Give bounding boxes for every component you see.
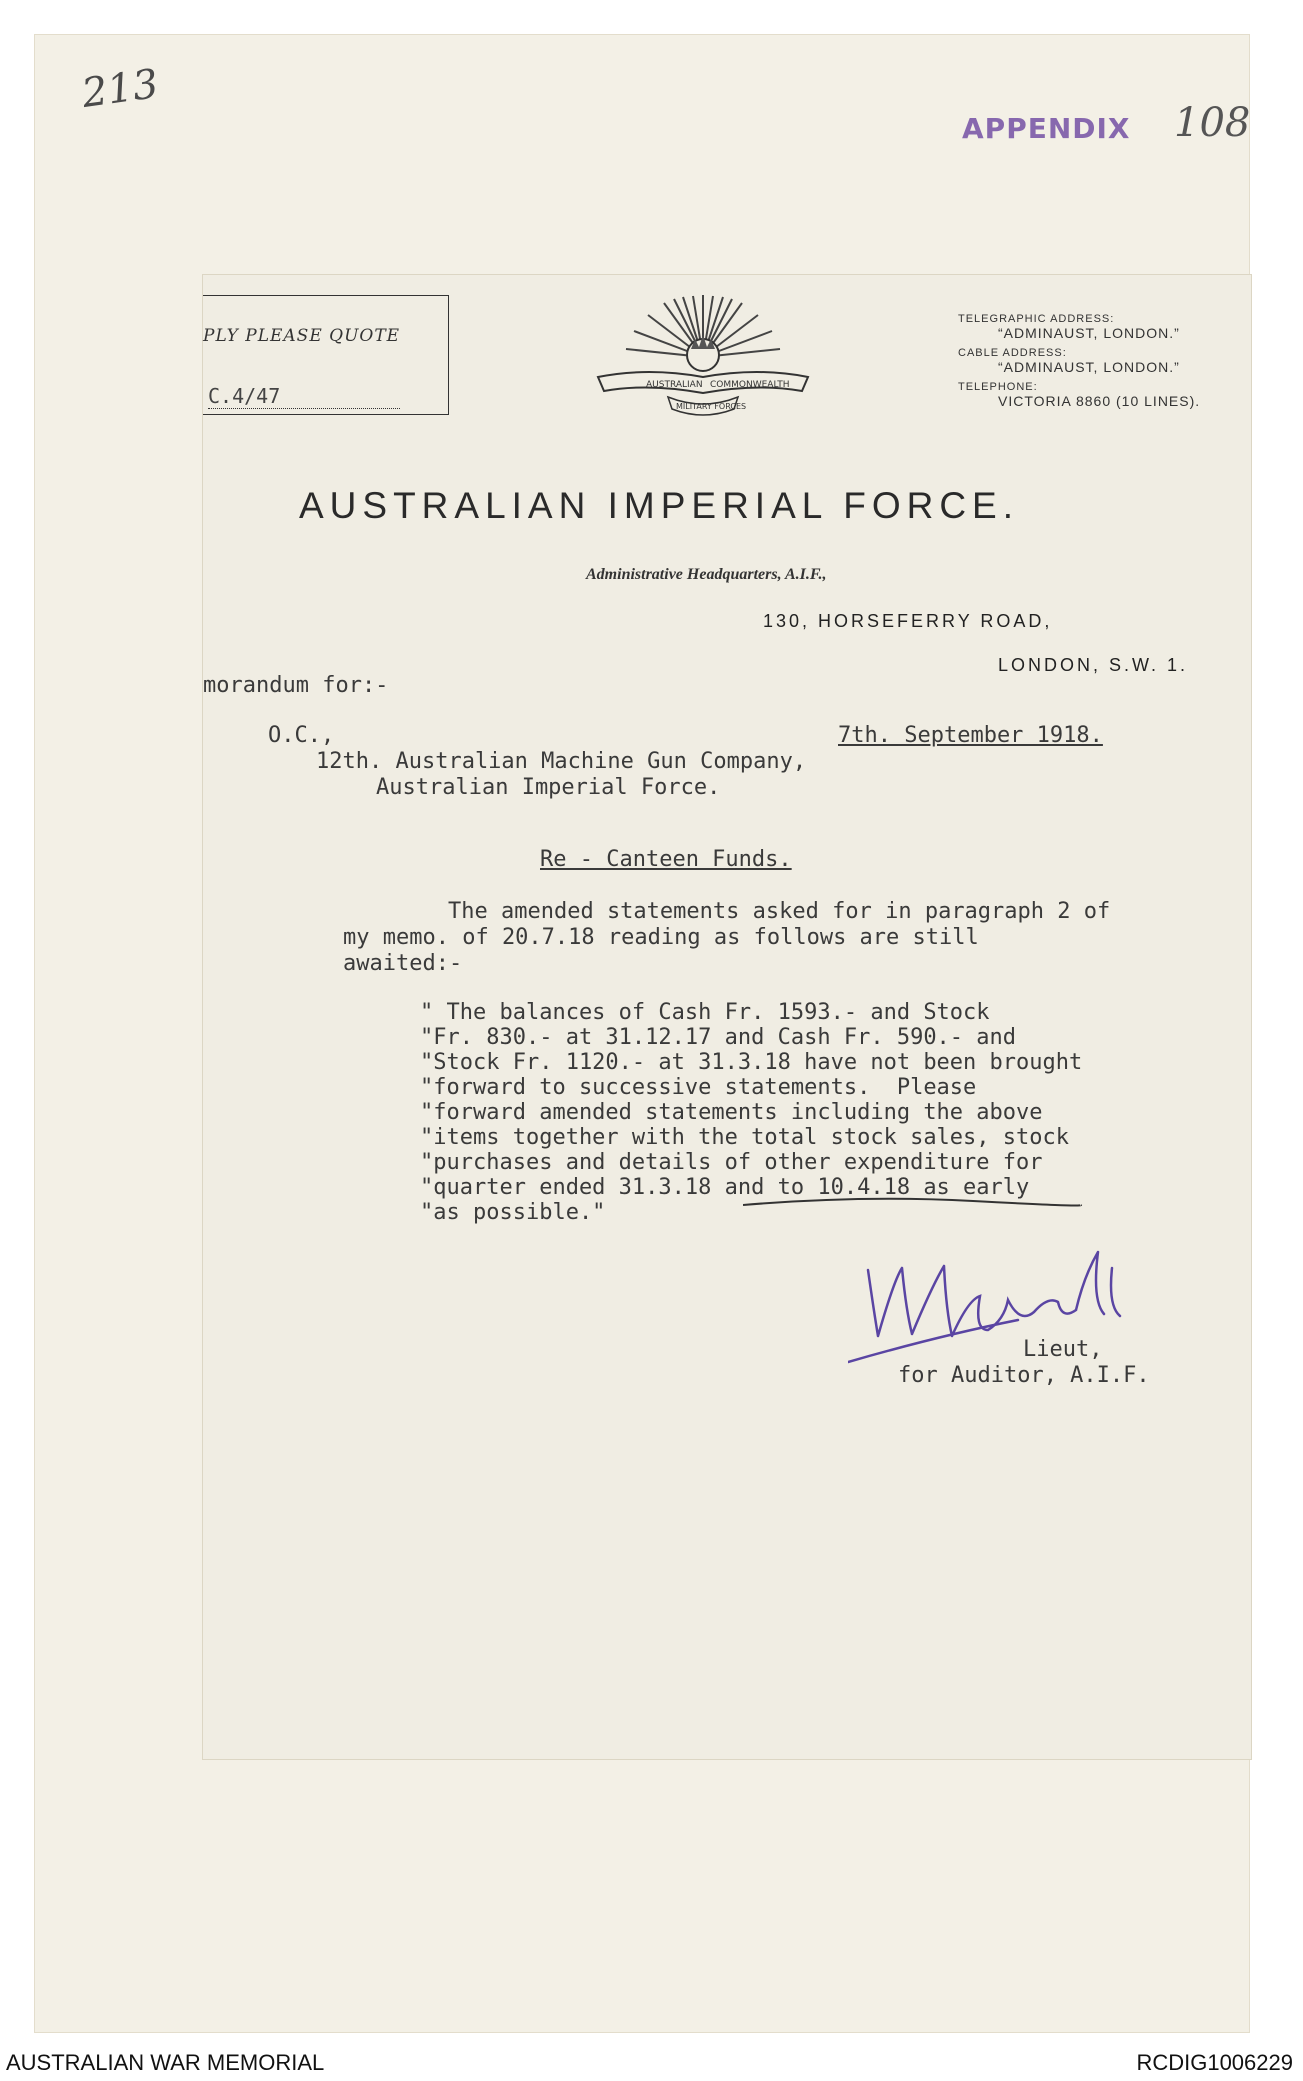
quote-line: "purchases and details of other expenditure for bbox=[420, 1150, 1043, 1175]
quote-line: "forward to successive statements. Please bbox=[420, 1075, 977, 1100]
handwritten-number: 213 bbox=[79, 60, 162, 118]
quote-line: "Fr. 830.- at 31.12.17 and Cash Fr. 590.- and bbox=[420, 1025, 1017, 1050]
reference-number: C.4/47 bbox=[208, 384, 400, 409]
telephone-label: TELEPHONE: bbox=[958, 381, 1038, 393]
address-line-2: LONDON, S.W. 1. bbox=[998, 655, 1189, 675]
quote-line: "quarter ended 31.3.18 and to 10.4.18 as early bbox=[420, 1175, 1030, 1200]
address-line-1: 130, HORSEFERRY ROAD, bbox=[763, 611, 1053, 631]
appendix-stamp: APPENDIX bbox=[962, 112, 1131, 145]
telegraphic-value: “ADMINAUST, LONDON.” bbox=[998, 325, 1180, 341]
handwritten-signature bbox=[848, 1240, 1148, 1380]
quote-line: "as possible." bbox=[420, 1200, 606, 1225]
cable-value: “ADMINAUST, LONDON.” bbox=[998, 359, 1180, 375]
reference-label: PLY PLEASE QUOTE bbox=[203, 326, 401, 346]
quote-line: " The balances of Cash Fr. 1593.- and Stock bbox=[420, 1000, 990, 1025]
memo-subject: Re - Canteen Funds. bbox=[540, 847, 792, 872]
memo-for: morandum for:- bbox=[203, 673, 389, 698]
quote-line: "Stock Fr. 1120.- at 31.3.18 have not been brought bbox=[420, 1050, 1083, 1075]
crest-text-right: COMMONWEALTH bbox=[710, 380, 790, 390]
quote-line: "items together with the total stock sales, stock bbox=[420, 1125, 1070, 1150]
memorandum-letter bbox=[203, 275, 1251, 1759]
signature-rank: Lieut, bbox=[1023, 1337, 1103, 1362]
reference-box bbox=[203, 295, 449, 415]
memo-date: 7th. September 1918. bbox=[838, 723, 1103, 748]
letterhead-title: AUSTRALIAN IMPERIAL FORCE. bbox=[299, 485, 1020, 526]
telegraphic-label: TELEGRAPHIC ADDRESS: bbox=[958, 313, 1115, 325]
telephone-value: VICTORIA 8860 (10 LINES). bbox=[998, 393, 1201, 409]
signature-for: for Auditor, A.I.F. bbox=[898, 1363, 1150, 1388]
rising-sun-badge-icon bbox=[588, 287, 818, 427]
quote-line: "forward amended statements including the above bbox=[420, 1100, 1043, 1125]
body-line-1: The amended statements asked for in paragraph 2 of bbox=[448, 899, 1111, 924]
crest-text-left: AUSTRALIAN bbox=[646, 380, 703, 390]
recipient-line-1: O.C., bbox=[268, 723, 335, 748]
body-line-3: awaited:- bbox=[343, 951, 463, 976]
admin-line: Administrative Headquarters, A.I.F., bbox=[586, 566, 827, 583]
handwritten-underline bbox=[743, 1193, 1083, 1213]
body-line-2: my memo. of 20.7.18 reading as follows are still bbox=[343, 925, 979, 950]
footer-institution: AUSTRALIAN WAR MEMORIAL bbox=[6, 2050, 325, 2075]
handwritten-folio: 108 bbox=[1174, 100, 1251, 146]
cable-label: CABLE ADDRESS: bbox=[958, 347, 1067, 359]
recipient-line-2: 12th. Australian Machine Gun Company, bbox=[316, 749, 807, 774]
crest-text-bottom: MILITARY FORCES bbox=[676, 402, 747, 411]
recipient-line-3: Australian Imperial Force. bbox=[376, 775, 721, 800]
contact-block bbox=[958, 313, 1200, 409]
footer-record-id: RCDIG1006229 bbox=[1136, 2050, 1293, 2075]
